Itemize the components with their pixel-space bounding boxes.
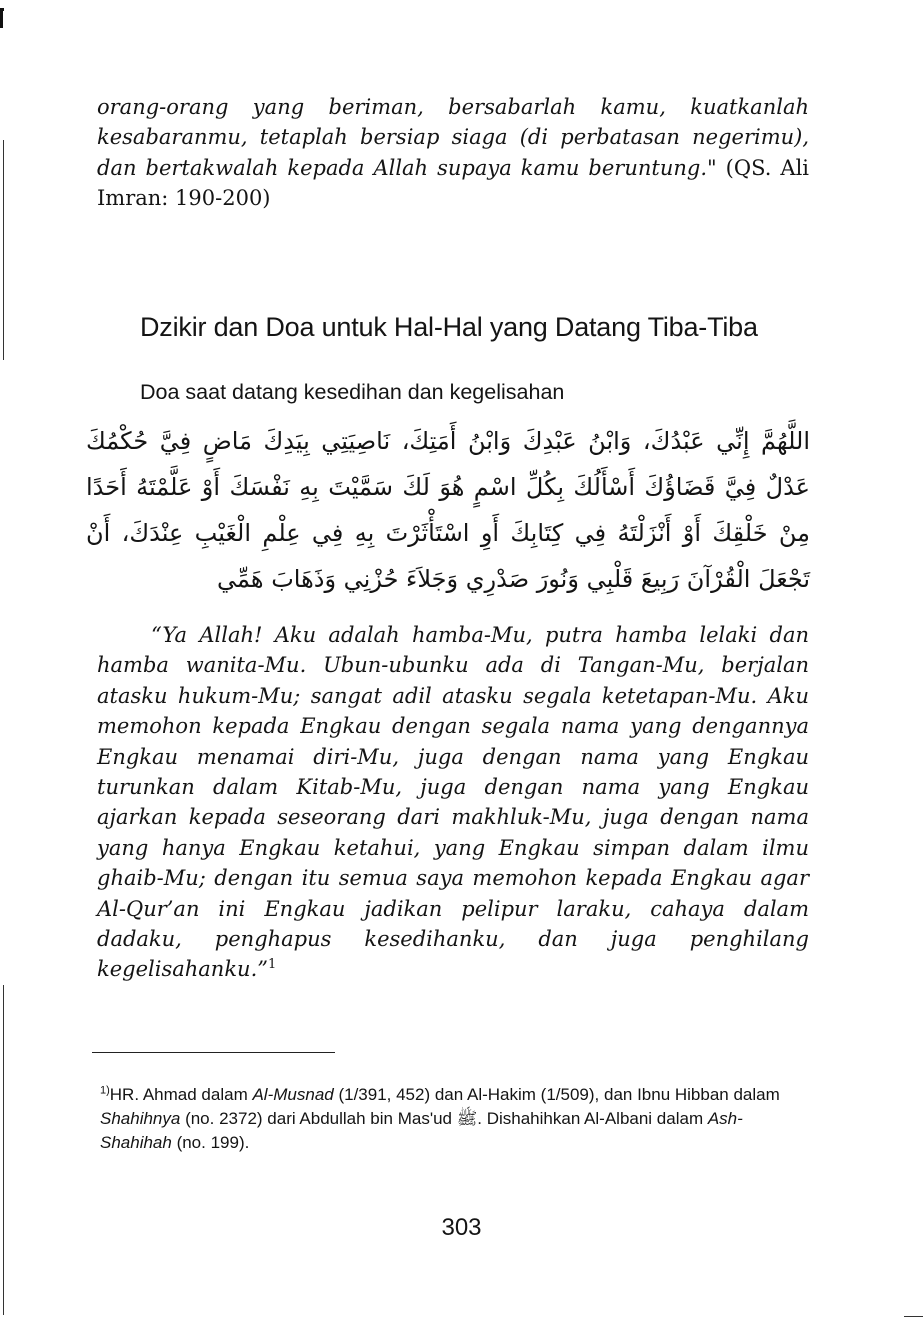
footnote-source-musnad: Al-Musnad [252,1085,334,1104]
footnote-text-2: (1/391, 452) dan Al-Hakim (1/509), dan Ibnu Hibban dalam [333,1085,780,1104]
footnote-divider [92,1052,335,1053]
quote-continuation [97,92,809,214]
scan-edge-line [3,985,4,1315]
arabic-prayer: اللَّهُمَّ إِنِّي عَبْدُكَ، وَابْنُ عَبْدِكَ وَابْنُ أَمَتِكَ، نَاصِيَتِي بِيَدِكَ مَاضٍ فِيَّ حُكْمُكَ عَدْلٌ فِيَّ قَضَاؤُكَ أَسْأَلُكَ بِكُلِّ اسْمٍ هُوَ لَكَ سَمَّيْتَ بِهِ نَفْسَكَ أَوْ عَلَّمْتَهُ أَحَدًا مِنْ خَلْقِكَ أَوْ أَنْزَلْتَهُ فِي كِتَابِكَ أَوِ اسْتَأْثَرْتَ بِهِ فِي عِلْمِ الْغَيْبِ عِنْدَكَ، أَنْ تَجْعَلَ الْقُرْآنَ رَبِيعَ قَلْبِي وَنُورَ صَدْرِي وَجَلاَءَ حُزْنِي وَذَهَابَ هَمِّي [86,427,810,593]
scan-edge-line [3,140,4,360]
page-number: 303 [441,1214,482,1241]
quote-reference: (QS. Ali Imran: 190-200) [97,155,810,211]
scan-edge-line [904,1316,923,1317]
footnote-text-4: (no. 199). [171,1133,250,1152]
prayer-translation [97,620,809,985]
scan-corner-mark [0,8,4,28]
quote-text: orang-orang yang beriman, bersabarlah kamu, kuatkanlah kesabaranmu, tetaplah bersiap siaga (di perbatasan negerimu), dan bertakwalah kepada Allah supaya kamu beruntung." [97,95,809,180]
footnote-text-3: (no. 2372) dari Abdullah bin Mas'ud ﷺ. Dishahihkan Al-Albani dalam [180,1109,708,1128]
translation-text: “Ya Allah! Aku adalah hamba-Mu, putra hamba lelaki dan hamba wanita-Mu. Ubun-ubunku ada di Tangan-Mu, berjalan atasku hukum-Mu; sangat adil atasku segala ketetapan-Mu. Aku memohon kepada Engkau dengan segala nama yang dengannya Engkau menamai diri-Mu, juga dengan nama yang Engkau turunkan dalam Kitab-Mu, juga dengan nama yang Engkau ajarkan kepada seseorang dari makhluk-Mu, juga dengan nama yang hanya Engkau ketahui, yang Engkau simpan dalam ilmu ghaib-Mu; dengan itu semua saya memohon kepada Engkau agar Al-Qur’an ini Engkau jadikan pelipur laraku, cahaya dalam dadaku, penghapus kesedihanku, dan juga penghilang kegelisahanku.” [97,623,809,982]
prayer-subtitle: Doa saat datang kesedihan dan kegelisahan [140,380,565,404]
footnote-source-shahihah: Ash-Shahihah [100,1109,743,1152]
footnote-marker: 1) [100,1084,110,1097]
footnote-source-shahih: Shahihnya [100,1109,181,1128]
section-title: Dzikir dan Doa untuk Hal-Hal yang Datang Tiba-Tiba [140,312,758,342]
footnote-text-1: HR. Ahmad dalam [109,1085,253,1104]
footnote-reference: 1 [267,957,277,973]
footnote [100,1083,810,1155]
